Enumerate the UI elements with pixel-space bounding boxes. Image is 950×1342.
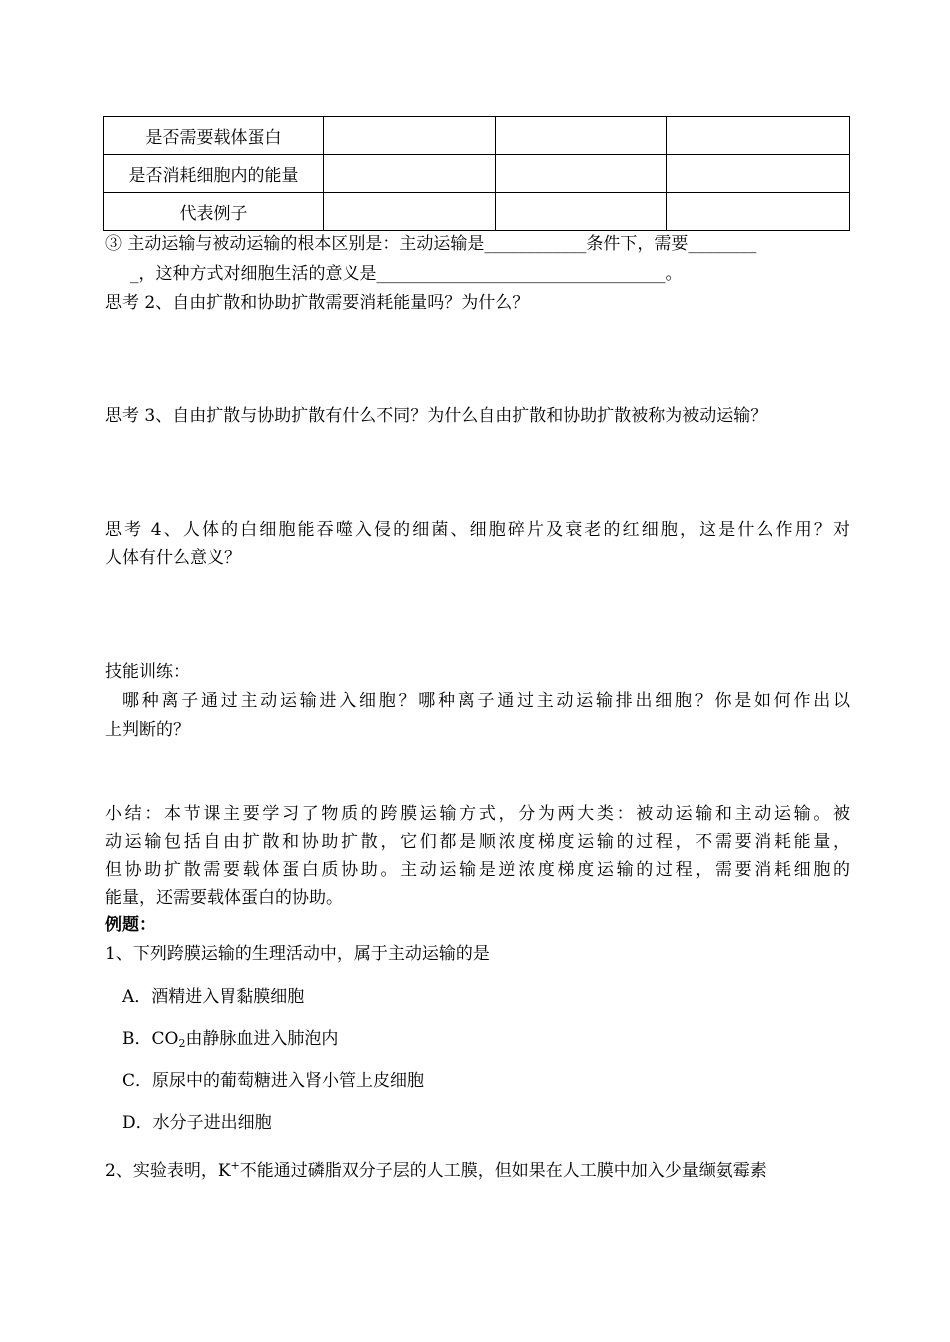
skill-title: 技能训练： [105, 662, 190, 682]
summary-line4: 能量，还需要载体蛋白的协助。 [105, 888, 343, 908]
q1-option-b [122, 1027, 867, 1056]
summary-line2: 动运输包括自由扩散和协助扩散，它们都是顺浓度梯度运输的过程，不需要消耗能量， [105, 832, 850, 852]
item3-line2: _，这种方式对细胞生活的意义是__________________________________。 [130, 264, 683, 284]
comparison-table [103, 116, 850, 231]
q2-superscript: + [230, 1159, 240, 1172]
row-label: 代表例子 [104, 193, 324, 231]
q1-option-b-subscript: 2 [178, 1037, 186, 1050]
think3-question: 思考 3、自由扩散与协助扩散有什么不同？为什么自由扩散和协助扩散被称为被动运输？ [105, 406, 768, 426]
q2-prefix: 2、实验表明，K [105, 1161, 231, 1181]
q2-rest: 不能通过磷脂双分子层的人工膜，但如果在人工膜中加入少量缬氨霉素 [239, 1161, 767, 1181]
skill-line1: 哪种离子通过主动运输进入细胞？哪种离子通过主动运输排出细胞？你是如何作出以 [122, 691, 850, 711]
summary-line1: 小结：本节课主要学习了物质的跨膜运输方式，分为两大类：被动运输和主动运输。被 [105, 804, 850, 824]
skill-line2: 上判断的？ [105, 720, 190, 740]
q1-option-d: D．水分子进出细胞 [122, 1113, 272, 1133]
q1-option-c: C．原尿中的葡萄糖进入肾小管上皮细胞 [122, 1071, 425, 1091]
table-cell [496, 117, 667, 155]
table-row [104, 117, 850, 155]
row-label: 是否需要载体蛋白 [104, 117, 324, 155]
q1-stem: 1、下列跨膜运输的生理活动中，属于主动运输的是 [105, 944, 490, 964]
q1-option-b-prefix: B．CO [122, 1029, 179, 1049]
table-cell [667, 193, 850, 231]
table-cell [324, 193, 496, 231]
item3-line1: ③ 主动运输与被动运输的根本区别是：主动运输是____________条件下，需要________ [105, 234, 757, 254]
think2-question: 思考 2、自由扩散和协助扩散需要消耗能量吗？为什么？ [105, 293, 530, 313]
row-label: 是否消耗细胞内的能量 [104, 155, 324, 193]
table-cell [667, 117, 850, 155]
summary-line3: 但协助扩散需要载体蛋白质协助。主动运输是逆浓度梯度运输的过程，需要消耗细胞的 [105, 860, 850, 880]
table-cell [496, 155, 667, 193]
table-cell [496, 193, 667, 231]
q2-stem [105, 1154, 850, 1183]
think4-line2: 人体有什么意义？ [105, 548, 241, 568]
examples-title: 例题： [105, 915, 156, 935]
table-row [104, 155, 850, 193]
q1-option-b-rest: 由静脉血进入肺泡内 [185, 1029, 339, 1049]
table-row [104, 193, 850, 231]
table-cell [324, 117, 496, 155]
q1-option-a: A．酒精进入胃黏膜细胞 [122, 987, 305, 1007]
think4-line1: 思考 4、人体的白细胞能吞噬入侵的细菌、细胞碎片及衰老的红细胞，这是什么作用？对 [105, 520, 850, 540]
table-cell [667, 155, 850, 193]
table-cell [324, 155, 496, 193]
